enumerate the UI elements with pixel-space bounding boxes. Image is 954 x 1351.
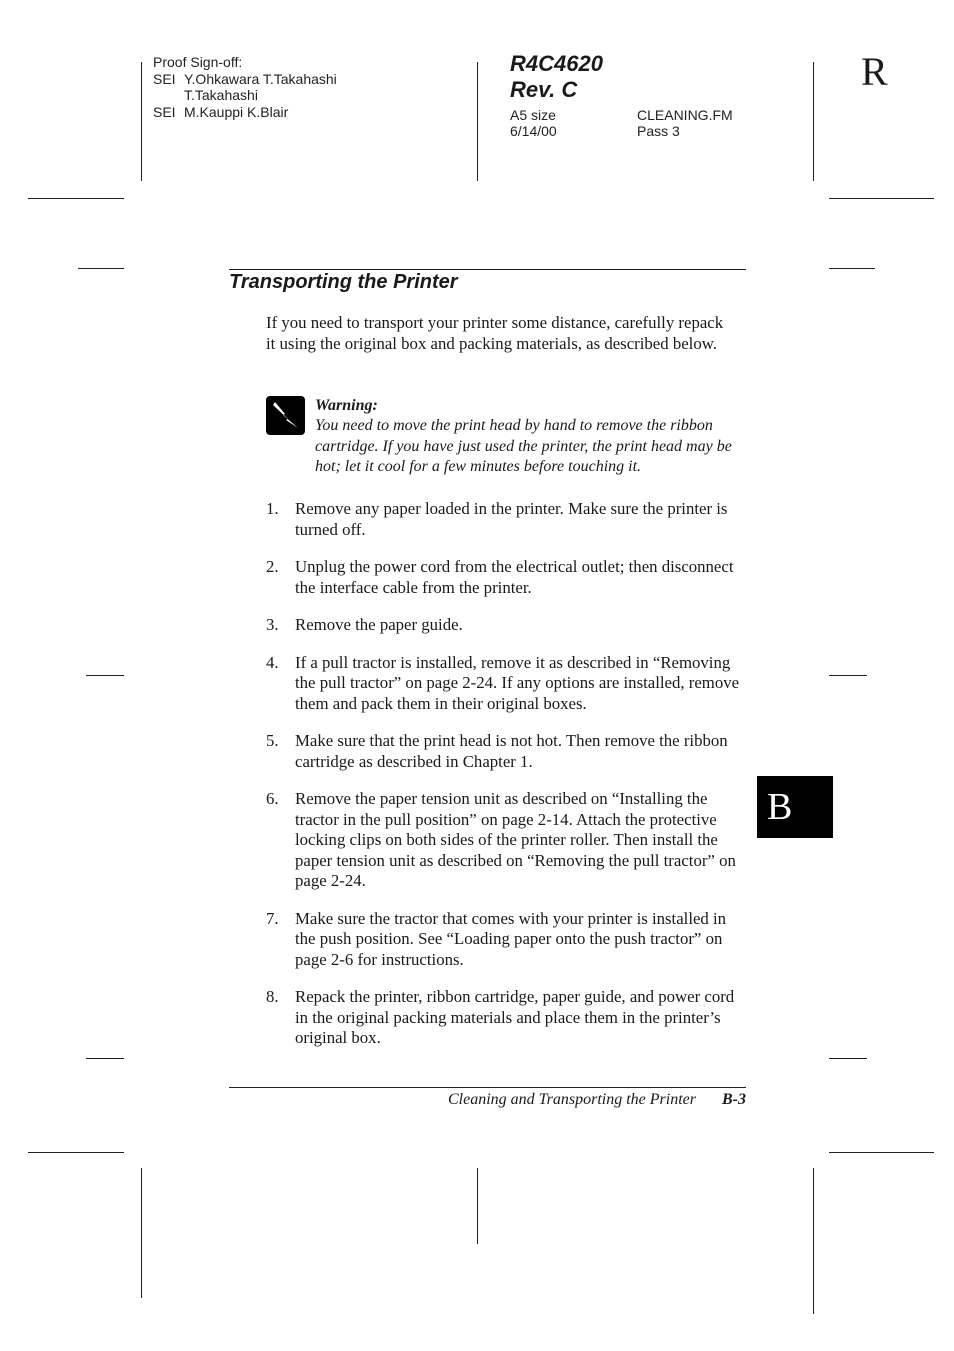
crop-mark [141, 62, 142, 181]
corner-letter: R [861, 49, 888, 94]
step-text: Unplug the power cord from the electrical outlet; then disconnect the interface cable from the printer. [295, 557, 734, 597]
list-item [266, 557, 747, 598]
page-number: B-3 [722, 1091, 746, 1108]
step-text: Make sure the tractor that comes with your printer is installed in the push position. See “Loading paper onto the push tractor” on page 2-6 for instructions. [295, 908, 727, 969]
intro-paragraph: If you need to transport your printer some distance, carefully repack it using the original box and packing materials, as described below. [266, 313, 724, 353]
crop-mark [86, 1058, 124, 1059]
step-number: 1. [266, 499, 279, 518]
step-number: 6. [266, 789, 279, 808]
signoff-tag: SEI [153, 103, 176, 120]
file-name: CLEANING.FM [637, 107, 733, 123]
page-footer [440, 1090, 746, 1110]
list-item [266, 615, 747, 636]
crop-mark [141, 1168, 142, 1298]
footer-rule [229, 1087, 746, 1088]
list-item [266, 789, 747, 892]
step-text: Repack the printer, ribbon cartridge, paper guide, and power cord in the original packing materials and place them in the printer’s original box. [295, 987, 735, 1047]
crop-mark [829, 268, 875, 269]
crop-mark [477, 1168, 478, 1244]
list-item [266, 499, 747, 540]
proof-signoff-label: Proof Sign-off: [153, 54, 243, 70]
warning-text: You need to move the print head by hand to remove the ribbon cartridge. If you have just used the printer, the print head may be hot; let it cool for a few minutes before touching it. [315, 417, 732, 475]
section-title: Transporting the Printer [229, 271, 458, 293]
signoff-names: M.Kauppi K.Blair [184, 103, 289, 120]
step-number: 3. [266, 615, 279, 634]
crop-mark [28, 198, 124, 199]
step-number: 8. [266, 987, 279, 1006]
list-item [266, 909, 747, 971]
list-item [266, 653, 747, 715]
step-text: Remove any paper loaded in the printer. Make sure the printer is turned off. [295, 499, 728, 539]
signoff-names: Y.Ohkawara T.Takahashi [184, 70, 337, 87]
signoff-row [153, 87, 337, 104]
step-text: Make sure that the print head is not hot. Then remove the ribbon cartridge as described in Chapter 1. [295, 731, 728, 771]
paper-size: A5 size [510, 107, 556, 123]
signoff-tag [153, 87, 184, 104]
list-item [266, 731, 747, 772]
model-revision-block [510, 51, 603, 103]
signoff-names: T.Takahashi [184, 87, 258, 103]
proof-signoff-block [153, 54, 337, 120]
crop-mark [477, 62, 478, 181]
crop-mark [829, 198, 934, 199]
section-rule [229, 269, 746, 270]
crop-mark [829, 1058, 867, 1059]
step-number: 5. [266, 731, 279, 750]
step-text: Remove the paper tension unit as described on “Installing the tractor in the pull position” on page 2-14. Attach the protective locking clips on both sides of the printer roller. Then install the paper tension unit as described on “Removing the pull tractor” on page 2-24. [295, 789, 736, 890]
crop-mark [78, 268, 124, 269]
list-item [266, 987, 747, 1049]
footer-chapter: Cleaning and Transporting the Printer [447, 1091, 696, 1108]
step-text: If a pull tractor is installed, remove it as described in “Removing the pull tractor” on page 2-24. If any options are installed, remove them and pack them in their original boxes. [295, 652, 740, 713]
signoff-tag: SEI [153, 70, 176, 87]
crop-mark [829, 1152, 934, 1153]
crop-mark [28, 1152, 124, 1153]
date: 6/14/00 [510, 123, 557, 139]
steps-list [266, 499, 747, 1066]
warning-title: Warning: [315, 397, 378, 414]
step-number: 2. [266, 557, 279, 576]
step-number: 4. [266, 652, 279, 672]
crop-mark [813, 1168, 814, 1314]
revision: Rev. C [510, 77, 578, 102]
pass-number: Pass 3 [637, 123, 680, 139]
step-text: Remove the paper guide. [295, 615, 463, 634]
crop-mark [86, 675, 124, 676]
signoff-row [153, 104, 337, 121]
step-number: 7. [266, 908, 279, 928]
crop-mark [813, 62, 814, 181]
lightning-warning-icon [266, 396, 305, 435]
model-number: R4C4620 [510, 51, 603, 76]
signoff-row [153, 71, 337, 88]
crop-mark [829, 675, 867, 676]
thumb-tab: B [757, 776, 833, 838]
